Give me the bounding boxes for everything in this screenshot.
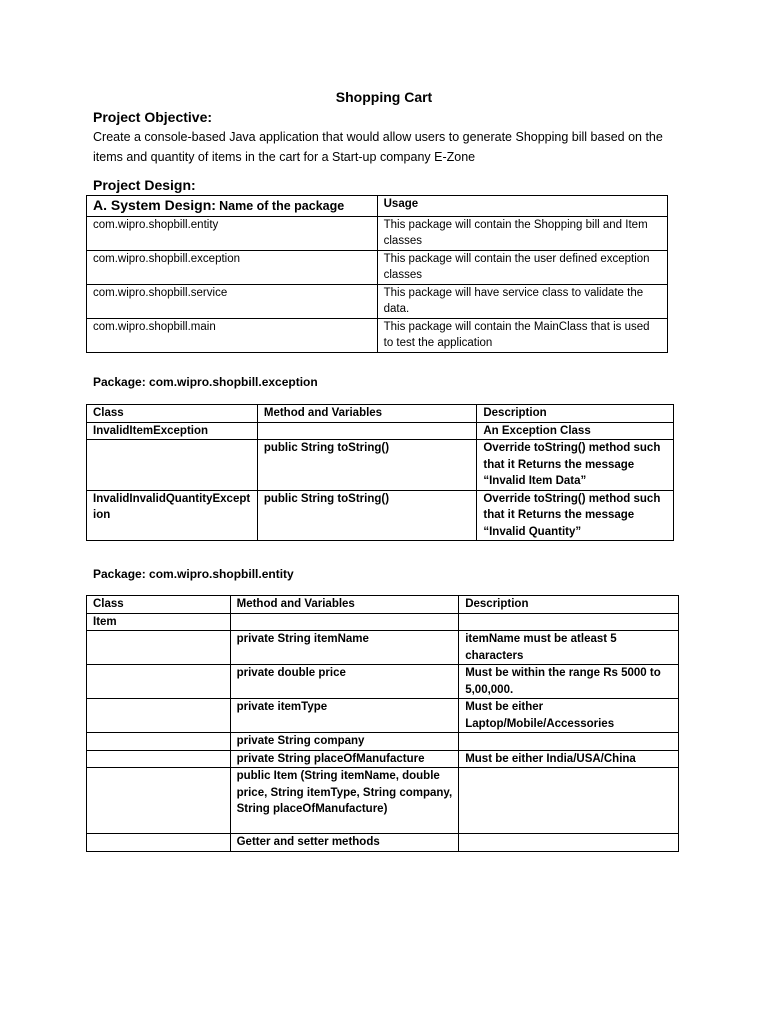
table-row [87,196,668,217]
package-name-cell: com.wipro.shopbill.entity [87,216,378,250]
table-row [87,284,668,318]
method-cell: public String toString() [257,490,477,541]
method-cell: private String itemName [230,631,459,665]
class-cell: InvalidItemException [87,422,258,440]
exception-table [86,404,674,541]
description-cell [459,613,679,631]
method-cell: public Item (String itemName, double price, String itemType, String company, String placeOfManufacture) [230,768,459,834]
method-cell [230,613,459,631]
method-cell: private itemType [230,699,459,733]
objective-heading: Project Objective: [93,109,213,125]
description-header: Description [459,596,679,614]
class-cell [87,665,231,699]
class-cell [87,750,231,768]
table-row [87,768,679,834]
class-cell: InvalidInvalidQuantityException [87,490,258,541]
class-cell [87,440,258,491]
description-cell: Override toString() method such that it Returns the message “Invalid Quantity” [477,490,674,541]
description-cell: Must be within the range Rs 5000 to 5,00,000. [459,665,679,699]
table-row [87,665,679,699]
table-row [87,318,668,352]
package-name-cell: com.wipro.shopbill.main [87,318,378,352]
method-cell: private double price [230,665,459,699]
class-cell [87,699,231,733]
table-row [87,733,679,751]
table-row [87,440,674,491]
description-header: Description [477,405,674,423]
table-row [87,490,674,541]
class-cell [87,768,231,834]
class-cell: Item [87,613,231,631]
table-row [87,250,668,284]
package-usage-cell: This package will contain the Shopping bill and Item classes [377,216,667,250]
entity-table [86,595,679,852]
method-cell: Getter and setter methods [230,834,459,852]
package-name-header: Name of the package [219,199,345,213]
description-cell [459,768,679,834]
design-heading: Project Design: [93,177,196,193]
table-row [87,405,674,423]
method-cell [257,422,477,440]
package-usage-cell: This package will have service class to validate the data. [377,284,667,318]
entity-package-label: Package: com.wipro.shopbill.entity [93,567,294,581]
method-cell: private String placeOfManufacture [230,750,459,768]
system-design-header-cell [87,196,378,217]
class-cell [87,834,231,852]
method-header: Method and Variables [230,596,459,614]
table-row [87,834,679,852]
table-row [87,596,679,614]
usage-header: Usage [377,196,667,217]
description-cell: itemName must be atleast 5 characters [459,631,679,665]
description-cell [459,834,679,852]
method-header: Method and Variables [257,405,477,423]
class-cell [87,733,231,751]
system-design-table [86,195,668,353]
package-name-cell: com.wipro.shopbill.exception [87,250,378,284]
method-cell: private String company [230,733,459,751]
table-row [87,750,679,768]
package-name-cell: com.wipro.shopbill.service [87,284,378,318]
class-cell [87,631,231,665]
objective-text: Create a console-based Java application that would allow users to generate Shopping bill based on the items and quantity of items in the cart for a Start-up company E-Zone [93,130,663,164]
table-row [87,631,679,665]
description-cell: Override toString() method such that it Returns the message “Invalid Item Data” [477,440,674,491]
package-usage-cell: This package will contain the user defined exception classes [377,250,667,284]
package-usage-cell: This package will contain the MainClass that is used to test the application [377,318,667,352]
method-cell: public String toString() [257,440,477,491]
class-header: Class [87,596,231,614]
class-header: Class [87,405,258,423]
description-cell [459,733,679,751]
table-row [87,422,674,440]
system-design-label: A. System Design: [93,197,216,213]
table-row [87,699,679,733]
page-title: Shopping Cart [335,89,433,105]
description-cell: Must be either India/USA/China [459,750,679,768]
table-row [87,613,679,631]
description-cell: An Exception Class [477,422,674,440]
table-row [87,216,668,250]
description-cell: Must be either Laptop/Mobile/Accessories [459,699,679,733]
exception-package-label: Package: com.wipro.shopbill.exception [93,375,318,389]
